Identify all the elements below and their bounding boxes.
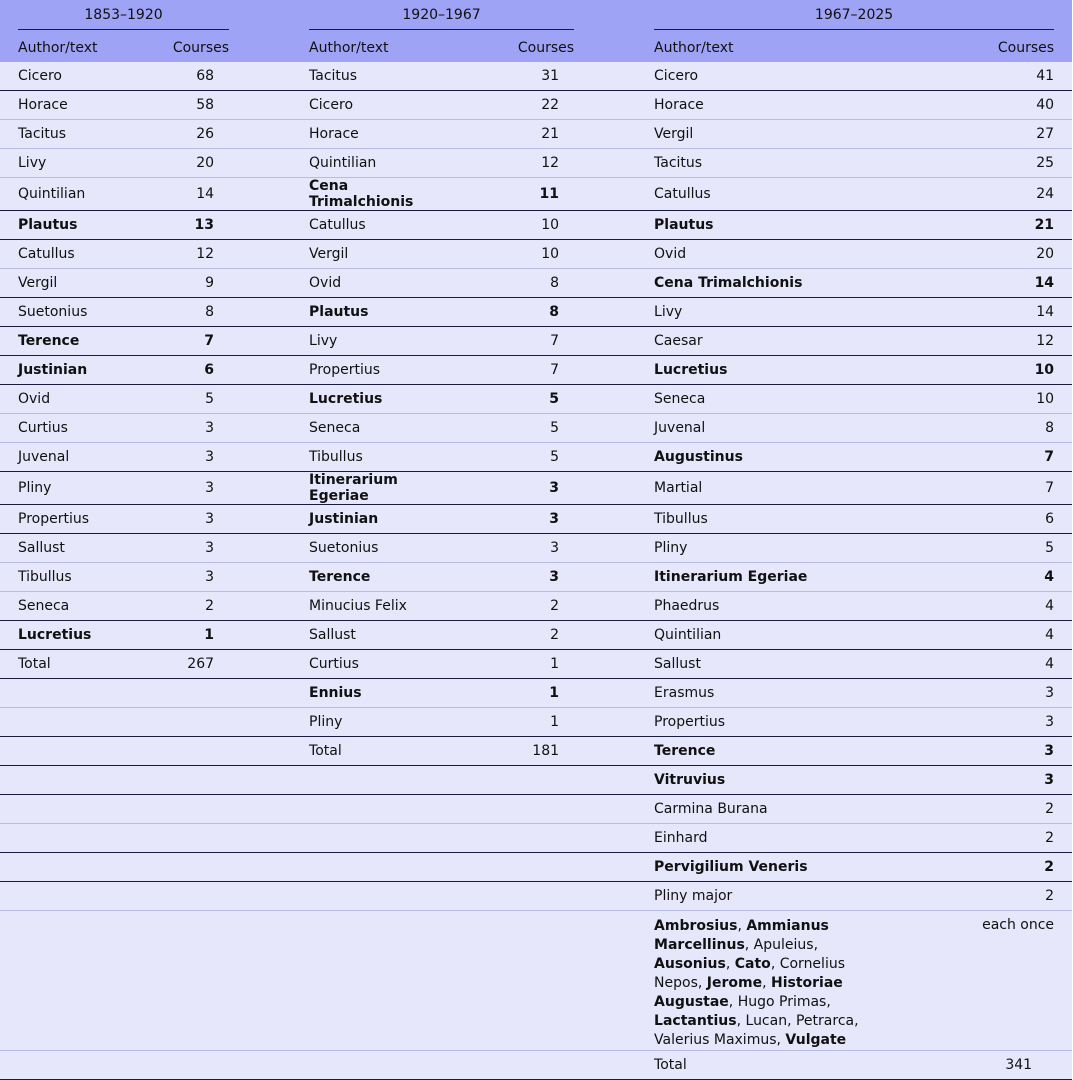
author-cell-1920: Justinian bbox=[269, 505, 441, 534]
author-cell-1853 bbox=[0, 737, 136, 766]
table-row bbox=[0, 385, 1072, 414]
author-cell-1967: Horace bbox=[614, 91, 906, 120]
courses-cell-1967: 4 bbox=[906, 563, 1072, 592]
courses-cell-1853: 7 bbox=[136, 327, 269, 356]
table-row bbox=[0, 178, 1072, 211]
column-header-author-3: Author/text bbox=[654, 39, 734, 56]
author-cell-1853: Seneca bbox=[0, 592, 136, 621]
empty-cell bbox=[136, 1051, 269, 1080]
table-row bbox=[0, 737, 1072, 766]
courses-cell-1967: 41 bbox=[906, 62, 1072, 91]
courses-cell-1967: 2 bbox=[906, 824, 1072, 853]
table-row bbox=[0, 882, 1072, 911]
table-row bbox=[0, 505, 1072, 534]
each-once-author-text: , bbox=[762, 975, 771, 991]
table-row bbox=[0, 650, 1072, 679]
courses-cell-1920: 10 bbox=[441, 240, 614, 269]
courses-cell-1967: 20 bbox=[906, 240, 1072, 269]
courses-cell-1920: 12 bbox=[441, 149, 614, 178]
table-row bbox=[0, 240, 1072, 269]
author-cell-1920 bbox=[269, 853, 441, 882]
table-row bbox=[0, 149, 1072, 178]
column-header-courses-1: Courses bbox=[172, 39, 230, 56]
courses-cell-1920: 31 bbox=[441, 62, 614, 91]
courses-cell-1967: 21 bbox=[906, 211, 1072, 240]
author-cell-1920: Curtius bbox=[269, 650, 441, 679]
author-cell-1920: Quintilian bbox=[269, 149, 441, 178]
table-row bbox=[0, 443, 1072, 472]
courses-cell-1920: 2 bbox=[441, 592, 614, 621]
courses-cell-1853: 3 bbox=[136, 414, 269, 443]
empty-cell bbox=[269, 1051, 441, 1080]
author-cell-1967: Martial bbox=[614, 472, 906, 505]
courses-cell-1967: 7 bbox=[906, 443, 1072, 472]
author-cell-1853: Total bbox=[0, 650, 136, 679]
each-once-author-text: Cato bbox=[734, 956, 771, 972]
courses-cell-1920: 1 bbox=[441, 650, 614, 679]
courses-cell-1920 bbox=[441, 882, 614, 911]
courses-cell-1853: 68 bbox=[136, 62, 269, 91]
total-value-1967: 341 bbox=[906, 1051, 1072, 1080]
author-cell-1967: Sallust bbox=[614, 650, 906, 679]
courses-cell-1967: 27 bbox=[906, 120, 1072, 149]
courses-cell-1920: 1 bbox=[441, 679, 614, 708]
courses-cell-1967: 4 bbox=[906, 592, 1072, 621]
author-cell-1920: Minucius Felix bbox=[269, 592, 441, 621]
period-label-2: 1920–1967 bbox=[309, 7, 574, 30]
each-once-author-text: Ammianus Marcellinus bbox=[654, 918, 829, 953]
courses-cell-1967: 5 bbox=[906, 534, 1072, 563]
author-cell-1920: Ennius bbox=[269, 679, 441, 708]
courses-cell-1920: 8 bbox=[441, 298, 614, 327]
courses-cell-1967: 12 bbox=[906, 327, 1072, 356]
courses-cell-1967: 7 bbox=[906, 472, 1072, 505]
courses-cell-1920 bbox=[441, 824, 614, 853]
courses-cell-1920 bbox=[441, 766, 614, 795]
author-cell-1920: Pliny bbox=[269, 708, 441, 737]
author-cell-1853: Justinian bbox=[0, 356, 136, 385]
author-cell-1967: Plautus bbox=[614, 211, 906, 240]
each-once-author-text: , bbox=[725, 956, 735, 972]
author-cell-1853 bbox=[0, 795, 136, 824]
author-cell-1853: Cicero bbox=[0, 62, 136, 91]
author-cell-1967: Vergil bbox=[614, 120, 906, 149]
each-once-author-text: , bbox=[737, 918, 747, 934]
author-cell-1967: Propertius bbox=[614, 708, 906, 737]
author-cell-1967: Carmina Burana bbox=[614, 795, 906, 824]
author-cell-1967: Vitruvius bbox=[614, 766, 906, 795]
author-cell-1853: Propertius bbox=[0, 505, 136, 534]
courses-cell-1853 bbox=[136, 795, 269, 824]
author-cell-1853: Catullus bbox=[0, 240, 136, 269]
courses-cell-1853: 9 bbox=[136, 269, 269, 298]
author-cell-1967: Pervigilium Veneris bbox=[614, 853, 906, 882]
author-cell-1920: Ovid bbox=[269, 269, 441, 298]
empty-cell bbox=[0, 911, 136, 1051]
courses-cell-1920: 8 bbox=[441, 269, 614, 298]
author-cell-1967: Catullus bbox=[614, 178, 906, 211]
author-cell-1853: Ovid bbox=[0, 385, 136, 414]
courses-cell-1920: 5 bbox=[441, 443, 614, 472]
courses-cell-1920: 3 bbox=[441, 505, 614, 534]
each-once-author-text: , Apuleius, bbox=[744, 937, 819, 953]
table-row bbox=[0, 766, 1072, 795]
author-cell-1853 bbox=[0, 708, 136, 737]
author-cell-1967: Phaedrus bbox=[614, 592, 906, 621]
table-row bbox=[0, 91, 1072, 120]
author-cell-1920: Terence bbox=[269, 563, 441, 592]
courses-cell-1853 bbox=[136, 824, 269, 853]
each-once-author-text: , Hugo Primas, bbox=[728, 994, 831, 1010]
period-header-row bbox=[0, 0, 1072, 33]
each-once-author-text: Ausonius bbox=[654, 956, 726, 972]
empty-cell bbox=[441, 911, 614, 1051]
courses-cell-1967: 10 bbox=[906, 385, 1072, 414]
table-row bbox=[0, 211, 1072, 240]
author-cell-1967: Livy bbox=[614, 298, 906, 327]
courses-cell-1967: 14 bbox=[906, 269, 1072, 298]
each-once-author-text: Jerome bbox=[706, 975, 763, 991]
author-cell-1853: Vergil bbox=[0, 269, 136, 298]
courses-cell-1920: 5 bbox=[441, 414, 614, 443]
author-cell-1853: Horace bbox=[0, 91, 136, 120]
courses-cell-1967: 4 bbox=[906, 650, 1072, 679]
column-header-courses-3: Courses bbox=[997, 39, 1055, 56]
courses-cell-1853: 1 bbox=[136, 621, 269, 650]
author-cell-1967: Seneca bbox=[614, 385, 906, 414]
author-cell-1853: Quintilian bbox=[0, 178, 136, 211]
author-cell-1853: Pliny bbox=[0, 472, 136, 505]
each-once-author-text: , Cornelius Nepos, bbox=[654, 956, 845, 991]
courses-cell-1920: 3 bbox=[441, 534, 614, 563]
author-cell-1920 bbox=[269, 824, 441, 853]
courses-cell-1967: 24 bbox=[906, 178, 1072, 211]
courses-cell-1920: 7 bbox=[441, 327, 614, 356]
empty-cell bbox=[136, 911, 269, 1051]
courses-cell-1853: 3 bbox=[136, 472, 269, 505]
table-row bbox=[0, 563, 1072, 592]
table-row bbox=[0, 62, 1072, 91]
author-cell-1920: Tibullus bbox=[269, 443, 441, 472]
author-cell-1920 bbox=[269, 766, 441, 795]
author-cell-1853: Plautus bbox=[0, 211, 136, 240]
courses-cell-1967: 14 bbox=[906, 298, 1072, 327]
author-cell-1967: Caesar bbox=[614, 327, 906, 356]
author-cell-1967: Itinerarium Egeriae bbox=[614, 563, 906, 592]
author-cell-1920: Tacitus bbox=[269, 62, 441, 91]
total-label-1967: Total bbox=[614, 1051, 906, 1080]
period-label-1: 1853–1920 bbox=[18, 7, 229, 30]
courses-cell-1920 bbox=[441, 853, 614, 882]
author-cell-1967: Ovid bbox=[614, 240, 906, 269]
table-body bbox=[0, 62, 1072, 1080]
column-header-author-1: Author/text bbox=[18, 39, 98, 56]
author-cell-1853: Lucretius bbox=[0, 621, 136, 650]
table-row bbox=[0, 795, 1072, 824]
courses-cell-1920: 3 bbox=[441, 563, 614, 592]
courses-cell-1853: 8 bbox=[136, 298, 269, 327]
courses-cell-1853: 14 bbox=[136, 178, 269, 211]
period-label-3: 1967–2025 bbox=[654, 7, 1054, 30]
table-row bbox=[0, 356, 1072, 385]
courses-cell-1967: 2 bbox=[906, 882, 1072, 911]
empty-cell bbox=[269, 911, 441, 1051]
courses-cell-1920: 2 bbox=[441, 621, 614, 650]
courses-cell-1853: 3 bbox=[136, 534, 269, 563]
table-row bbox=[0, 534, 1072, 563]
author-cell-1920 bbox=[269, 882, 441, 911]
author-cell-1920: Vergil bbox=[269, 240, 441, 269]
author-cell-1967: Tibullus bbox=[614, 505, 906, 534]
author-cell-1920: Propertius bbox=[269, 356, 441, 385]
courses-cell-1967: 40 bbox=[906, 91, 1072, 120]
courses-cell-1853: 58 bbox=[136, 91, 269, 120]
author-cell-1853 bbox=[0, 766, 136, 795]
courses-cell-1967: 8 bbox=[906, 414, 1072, 443]
author-cell-1967: Erasmus bbox=[614, 679, 906, 708]
author-cell-1920: Seneca bbox=[269, 414, 441, 443]
table-row bbox=[0, 824, 1072, 853]
author-cell-1920: Cicero bbox=[269, 91, 441, 120]
author-cell-1967: Augustinus bbox=[614, 443, 906, 472]
column-header-courses-2: Courses bbox=[517, 39, 575, 56]
author-cell-1853 bbox=[0, 679, 136, 708]
each-once-authors-cell bbox=[614, 911, 906, 1051]
author-cell-1967: Pliny bbox=[614, 534, 906, 563]
courses-cell-1853 bbox=[136, 737, 269, 766]
author-cell-1920: Livy bbox=[269, 327, 441, 356]
author-cell-1967: Cicero bbox=[614, 62, 906, 91]
author-cell-1967: Lucretius bbox=[614, 356, 906, 385]
column-header-author-2: Author/text bbox=[309, 39, 389, 56]
table-row bbox=[0, 472, 1072, 505]
period-header-1 bbox=[0, 0, 269, 33]
author-cell-1920: Plautus bbox=[269, 298, 441, 327]
courses-cell-1920: 22 bbox=[441, 91, 614, 120]
courses-cell-1853: 5 bbox=[136, 385, 269, 414]
author-cell-1853 bbox=[0, 853, 136, 882]
courses-cell-1920: 1 bbox=[441, 708, 614, 737]
author-cell-1967: Pliny major bbox=[614, 882, 906, 911]
table-row bbox=[0, 269, 1072, 298]
courses-cell-1853 bbox=[136, 708, 269, 737]
courses-cell-1920: 7 bbox=[441, 356, 614, 385]
author-cell-1920: Horace bbox=[269, 120, 441, 149]
courses-cell-1853: 6 bbox=[136, 356, 269, 385]
author-cell-1853 bbox=[0, 882, 136, 911]
courses-cell-1853 bbox=[136, 882, 269, 911]
each-once-author-text: Lactantius bbox=[654, 1013, 737, 1029]
table-row bbox=[0, 298, 1072, 327]
author-cell-1920 bbox=[269, 795, 441, 824]
table-row bbox=[0, 327, 1072, 356]
table-row bbox=[0, 592, 1072, 621]
courses-cell-1920: 3 bbox=[441, 472, 614, 505]
table-row bbox=[0, 679, 1072, 708]
courses-cell-1920: 11 bbox=[441, 178, 614, 211]
author-cell-1853 bbox=[0, 824, 136, 853]
author-cell-1967: Cena Trimalchionis bbox=[614, 269, 906, 298]
courses-cell-1920: 21 bbox=[441, 120, 614, 149]
courses-cell-1853 bbox=[136, 853, 269, 882]
courses-cell-1967: 4 bbox=[906, 621, 1072, 650]
courses-cell-1920: 5 bbox=[441, 385, 614, 414]
author-cell-1967: Einhard bbox=[614, 824, 906, 853]
courses-cell-1967: 3 bbox=[906, 766, 1072, 795]
courses-cell-1920: 10 bbox=[441, 211, 614, 240]
author-cell-1853: Tibullus bbox=[0, 563, 136, 592]
courses-cell-1853: 13 bbox=[136, 211, 269, 240]
author-cell-1920: Cena Trimalchionis bbox=[269, 178, 441, 211]
courses-cell-1967: 3 bbox=[906, 679, 1072, 708]
author-cell-1920: Catullus bbox=[269, 211, 441, 240]
author-cell-1967: Tacitus bbox=[614, 149, 906, 178]
courses-cell-1967: 25 bbox=[906, 149, 1072, 178]
courses-cell-1853: 20 bbox=[136, 149, 269, 178]
table-row bbox=[0, 621, 1072, 650]
author-cell-1853: Sallust bbox=[0, 534, 136, 563]
author-cell-1853: Juvenal bbox=[0, 443, 136, 472]
author-cell-1920: Itinerarium Egeriae bbox=[269, 472, 441, 505]
courses-cell-1967: 10 bbox=[906, 356, 1072, 385]
author-cell-1920: Sallust bbox=[269, 621, 441, 650]
courses-cell-1853: 3 bbox=[136, 563, 269, 592]
courses-cell-1853: 26 bbox=[136, 120, 269, 149]
author-cell-1967: Terence bbox=[614, 737, 906, 766]
each-once-label: each once bbox=[906, 911, 1072, 1051]
column-header-row bbox=[0, 33, 1072, 62]
author-cell-1853: Suetonius bbox=[0, 298, 136, 327]
author-cell-1853: Livy bbox=[0, 149, 136, 178]
author-cell-1853: Curtius bbox=[0, 414, 136, 443]
courses-cell-1853: 267 bbox=[136, 650, 269, 679]
empty-cell bbox=[0, 1051, 136, 1080]
courses-cell-1967: 6 bbox=[906, 505, 1072, 534]
period-header-2 bbox=[269, 0, 614, 33]
each-once-author-text: Ambrosius bbox=[654, 918, 738, 934]
author-cell-1920: Total bbox=[269, 737, 441, 766]
each-once-author-text: , Lucan, Petrarca, Valerius Maximus, bbox=[654, 1013, 859, 1048]
courses-cell-1853 bbox=[136, 766, 269, 795]
period-header-3 bbox=[614, 0, 1072, 33]
courses-cell-1853: 3 bbox=[136, 443, 269, 472]
courses-cell-1967: 3 bbox=[906, 708, 1072, 737]
author-cell-1967: Juvenal bbox=[614, 414, 906, 443]
table-row-each-once bbox=[0, 911, 1072, 1051]
each-once-author-text: Historiae Augustae bbox=[654, 975, 843, 1010]
table-row bbox=[0, 853, 1072, 882]
empty-cell bbox=[441, 1051, 614, 1080]
table-row bbox=[0, 414, 1072, 443]
table-row-total bbox=[0, 1051, 1072, 1080]
author-cell-1920: Lucretius bbox=[269, 385, 441, 414]
courses-cell-1967: 2 bbox=[906, 853, 1072, 882]
courses-cell-1853: 2 bbox=[136, 592, 269, 621]
table-row bbox=[0, 708, 1072, 737]
author-cell-1967: Quintilian bbox=[614, 621, 906, 650]
courses-cell-1967: 2 bbox=[906, 795, 1072, 824]
courses-cell-1853: 3 bbox=[136, 505, 269, 534]
author-cell-1920: Suetonius bbox=[269, 534, 441, 563]
courses-cell-1853: 12 bbox=[136, 240, 269, 269]
author-cell-1853: Terence bbox=[0, 327, 136, 356]
courses-cell-1967: 3 bbox=[906, 737, 1072, 766]
author-cell-1853: Tacitus bbox=[0, 120, 136, 149]
courses-cell-1920: 181 bbox=[441, 737, 614, 766]
courses-cell-1920 bbox=[441, 795, 614, 824]
table-row bbox=[0, 120, 1072, 149]
each-once-author-text: Vulgate bbox=[785, 1032, 847, 1048]
courses-cell-1853 bbox=[136, 679, 269, 708]
